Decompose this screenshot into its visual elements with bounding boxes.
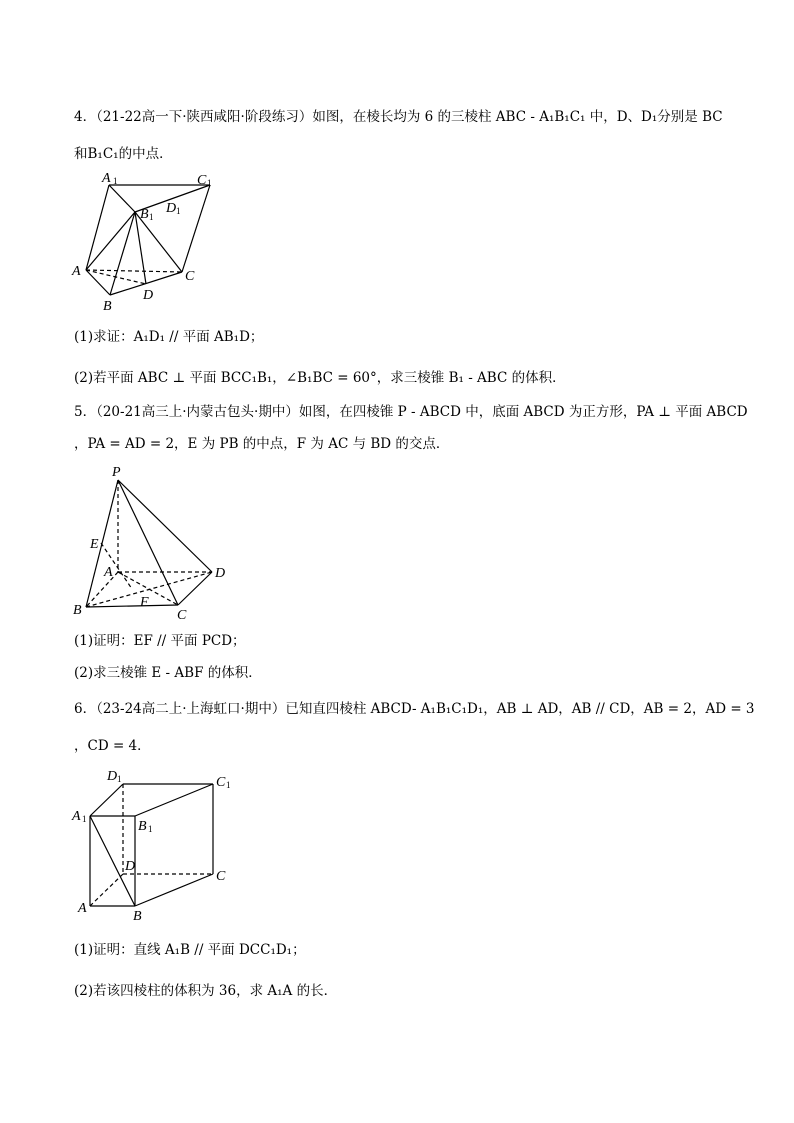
label-D: D: [125, 859, 136, 874]
label-C1: C: [197, 173, 207, 188]
label-E: E: [90, 537, 99, 552]
label-D1-sub: 1: [176, 206, 181, 216]
label-D: D: [143, 288, 154, 303]
problem-5-question-1: (1)证明：EF // 平面 PCD；: [74, 633, 246, 649]
label-A1: A: [102, 171, 111, 186]
problem-4-stem-line1: 4．（21-22高一下·陕西咸阳·阶段练习）如图，在棱长均为 6 的三棱柱 ABC - A₁B₁C₁ 中，D、D₁分别是 BC: [74, 109, 723, 125]
label-D1-sub: 1: [117, 774, 122, 784]
problem-5-stem-line2: ，PA = AD = 2，E 为 PB 的中点，F 为 AC 与 BD 的交点．: [74, 436, 450, 452]
problem-6-figure-prism: [70, 764, 240, 924]
label-B: B: [73, 603, 82, 618]
label-B: B: [133, 909, 142, 924]
label-C1-sub: 1: [226, 780, 231, 790]
label-B: B: [103, 299, 112, 314]
label-C1-sub: 1: [207, 178, 212, 188]
label-D1: D: [166, 201, 177, 216]
label-B1: B: [138, 819, 147, 834]
problem-6-question-1: (1)证明：直线 A₁B // 平面 DCC₁D₁；: [74, 942, 306, 958]
label-A: A: [72, 264, 81, 279]
label-P: P: [112, 465, 121, 480]
problem-6-stem-line2: ，CD = 4．: [74, 738, 151, 754]
label-A: A: [104, 565, 113, 580]
problem-4-question-2: (2)若平面 ABC ⊥ 平面 BCC₁B₁，∠B₁BC = 60°，求三棱锥 B₁ - ABC 的体积．: [74, 370, 566, 386]
label-C: C: [185, 269, 195, 284]
label-A: A: [78, 901, 87, 916]
label-A1-sub: 1: [113, 176, 118, 186]
label-C: C: [177, 608, 187, 623]
problem-6-question-2: (2)若该四棱柱的体积为 36，求 A₁A 的长．: [74, 983, 338, 999]
problem-4-stem-line2: 和B₁C₁的中点．: [74, 146, 173, 162]
problem-4-question-1: (1)求证：A₁D₁ // 平面 AB₁D；: [74, 329, 264, 345]
problem-4-figure-prism: [70, 170, 230, 314]
label-F: F: [140, 595, 149, 610]
problem-5-question-2: (2)求三棱锥 E - ABF 的体积．: [74, 665, 262, 681]
label-D: D: [215, 566, 226, 581]
problem-6-stem-line1: 6．（23-24高二上·上海虹口·期中）已知直四棱柱 ABCD- A₁B₁C₁D₁，AB ⊥ AD，AB // CD，AB = 2，AD = 3: [74, 701, 755, 717]
label-A1: A: [72, 809, 81, 824]
label-C1: C: [216, 775, 226, 790]
label-D1: D: [107, 769, 118, 784]
label-B1-sub: 1: [149, 212, 154, 222]
problem-5-figure-pyramid: [70, 462, 240, 627]
problem-5-stem-line1: 5．（20-21高三上·内蒙古包头·期中）如图，在四棱锥 P - ABCD 中，底面 ABCD 为正方形，PA ⊥ 平面 ABCD: [74, 404, 748, 420]
label-C: C: [216, 869, 226, 884]
label-B1: B: [140, 207, 149, 222]
label-B1-sub: 1: [148, 824, 153, 834]
label-A1-sub: 1: [82, 814, 87, 824]
